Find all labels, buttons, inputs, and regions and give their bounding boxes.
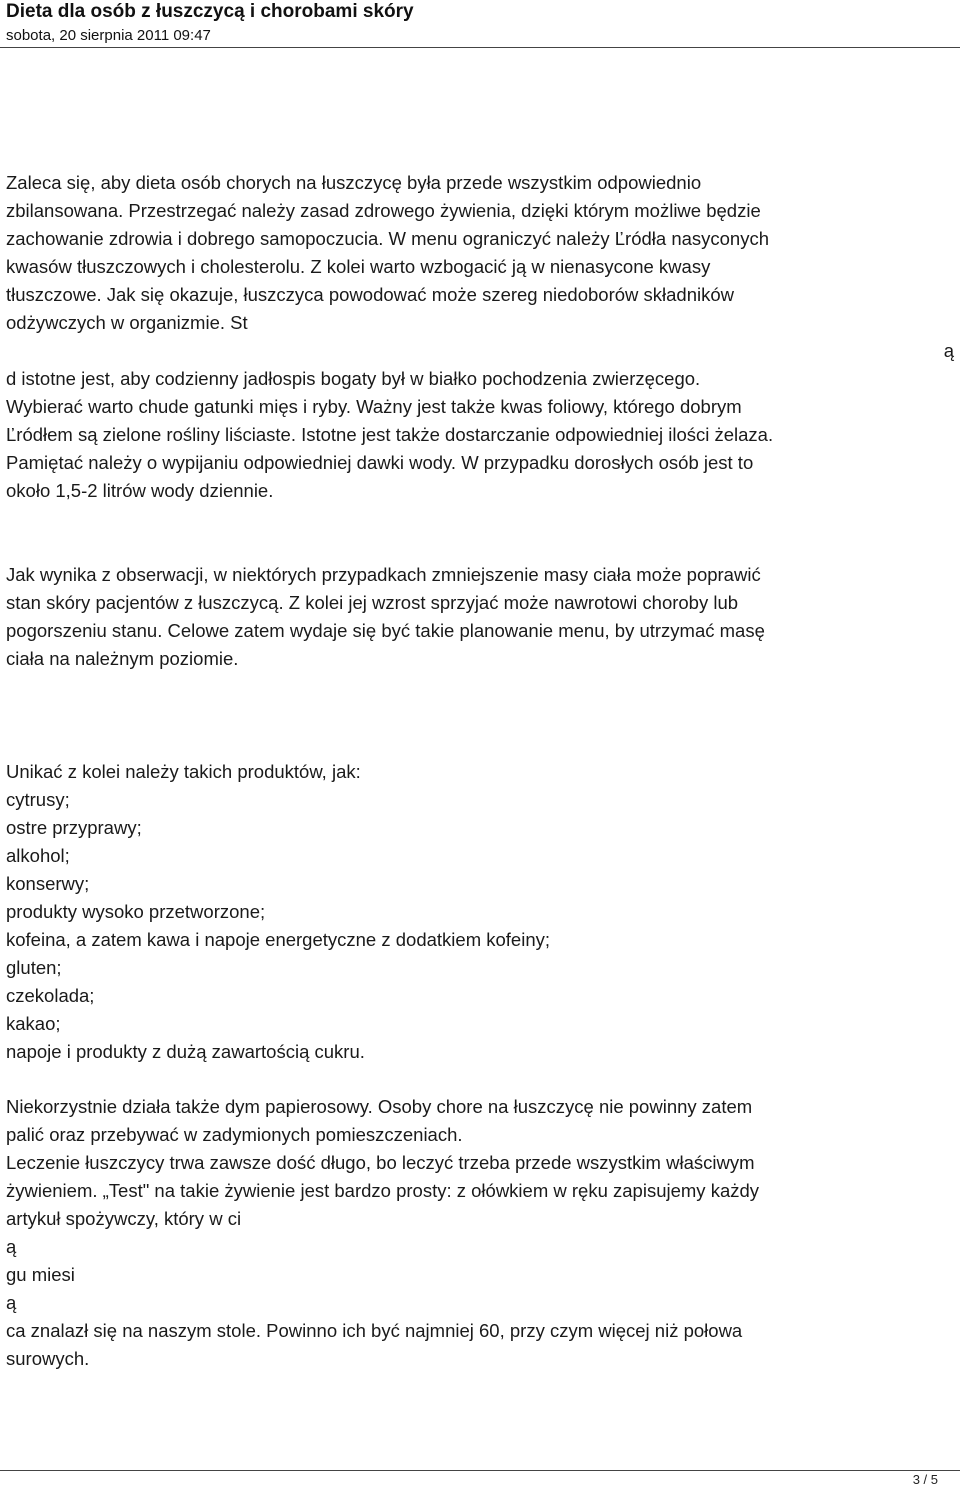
paragraph-text-continued: d istotne jest, aby codzienny jadłospis bogaty był w białko pochodzenia zwierzęcego. Wybierać warto chude gatunki mięs i ryby. Ważny jest także kwas foliowy, którego dobrym Ľródłem są zielone rośliny liściaste. Istotne jest także dostarczanie odpowiedniej ilości żelaza. Pamiętać należy o wypijaniu odpowiedniej dawki wody. W przypadku dorosłych osób jest to około 1,5-2 litrów wody dziennie. — [6, 368, 774, 501]
paragraph-body-weight — [6, 561, 954, 673]
paragraph-text: Leczenie łuszczycy trwa zawsze dość długo, bo leczyć trzeba przede wszystkim właściwym żywieniem. „Test" na takie żywienie jest bardzo prosty: z ołówkiem w ręku zapisujemy każdy artykuł spożywczy, który w ci ą gu miesi ą ca znalazł się na naszym stole. Powinno ich być najmniej 60, przy czym więcej niż połowa surowych. — [6, 1152, 760, 1369]
list-item: cytrusy; — [6, 789, 70, 810]
paragraph-diet-balance — [6, 169, 954, 505]
list-item: ostre przyprawy; — [6, 817, 142, 838]
paragraph-treatment — [6, 1149, 954, 1373]
list-item: konserwy; — [6, 873, 90, 894]
document-title: Dieta dla osób z łuszczycą i chorobami skóry — [6, 1, 414, 22]
list-item: alkohol; — [6, 845, 70, 866]
footer-divider — [0, 1470, 960, 1471]
list-intro: Unikać z kolei należy takich produktów, jak: — [6, 761, 361, 782]
page-number: 3 / 5 — [912, 1472, 938, 1487]
list-item: czekolada; — [6, 985, 95, 1006]
avoid-products-list — [6, 786, 954, 1066]
list-item: gluten; — [6, 957, 62, 978]
document-header — [6, 0, 954, 45]
list-item: produkty wysoko przetworzone; — [6, 901, 266, 922]
document-date: sobota, 20 sierpnia 2011 09:47 — [6, 27, 211, 44]
paragraph-orphan-char: ą — [943, 340, 954, 361]
paragraph-text: Niekorzystnie działa także dym papierosowy. Osoby chore na łuszczycę nie powinny zatem palić oraz przebywać w zadymionych pomieszczeniach. — [6, 1096, 753, 1145]
list-item: kofeina, a zatem kawa i napoje energetyczne z dodatkiem kofeiny; — [6, 929, 551, 950]
list-item: kakao; — [6, 1013, 61, 1034]
paragraph-smoking — [6, 1093, 954, 1149]
header-divider — [0, 47, 960, 48]
paragraph-text: Zaleca się, aby dieta osób chorych na łuszczycę była przede wszystkim odpowiednio zbilansowana. Przestrzegać należy zasad zdrowego żywienia, dzięki którym możliwe będzie zachowanie zdrowia i dobrego samopoczucia. W menu ograniczyć należy Ľródła nasyconych kwasów tłuszczowych i cholesterolu. Z kolei warto wzbogacić ją w nienasycone kwasy tłuszczowe. Jak się okazuje, łuszczyca powodować może szereg niedoborów składników odżywczych w organizmie. St — [6, 172, 770, 333]
paragraph-text: Jak wynika z obserwacji, w niektórych przypadkach zmniejszenie masy ciała może poprawić stan skóry pacjentów z łuszczycą. Z kolei jej wzrost sprzyjać może nawrotowi choroby lub pogorszeniu stanu. Celowe zatem wydaje się być takie planowanie menu, by utrzymać masę ciała na należnym poziomie. — [6, 564, 765, 669]
avoid-products-section — [6, 758, 954, 1066]
list-item: napoje i produkty z dużą zawartością cukru. — [6, 1041, 365, 1062]
